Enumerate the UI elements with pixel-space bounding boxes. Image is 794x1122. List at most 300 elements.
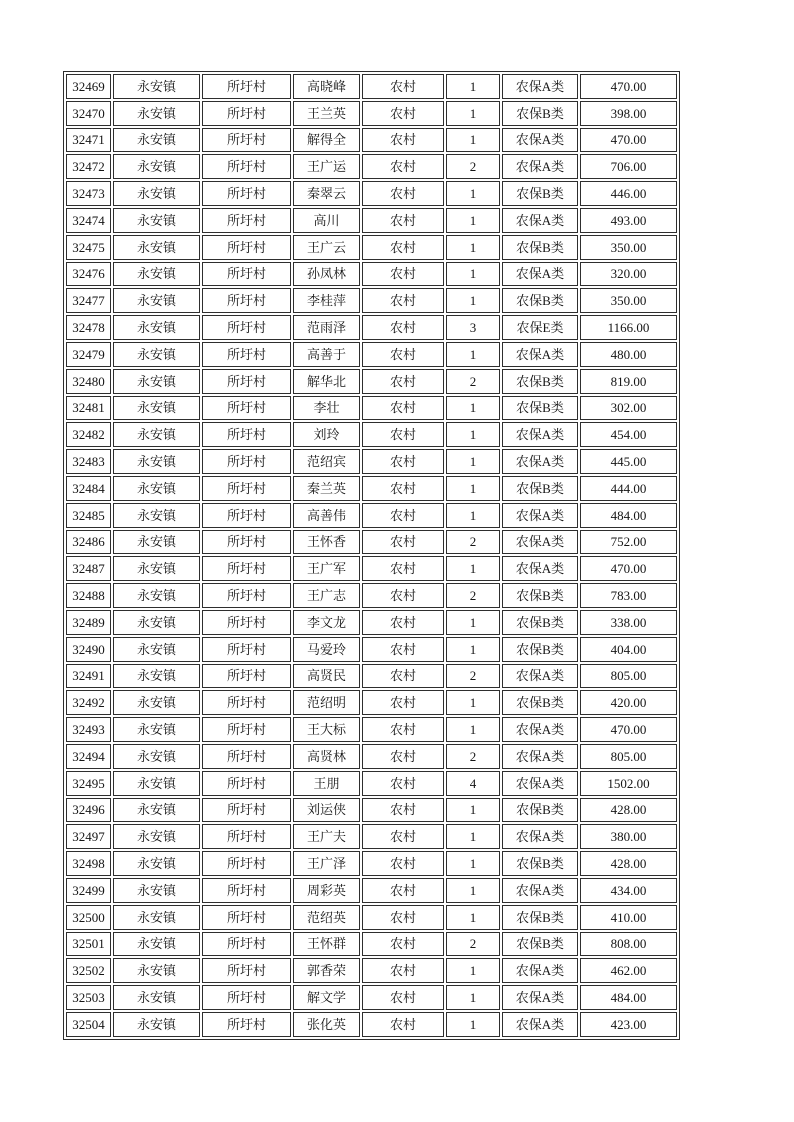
cell-amount: 320.00 <box>580 262 677 287</box>
table-row <box>66 315 677 340</box>
cell-village: 所圩村 <box>202 583 291 608</box>
cell-person-count: 1 <box>446 342 500 367</box>
cell-person-count: 1 <box>446 288 500 313</box>
table-row <box>66 878 677 903</box>
cell-town: 永安镇 <box>113 315 200 340</box>
cell-serial: 32482 <box>66 422 111 447</box>
cell-serial: 32497 <box>66 824 111 849</box>
cell-person-name: 王广志 <box>293 583 360 608</box>
cell-person-count: 2 <box>446 664 500 689</box>
cell-person-count: 1 <box>446 74 500 99</box>
cell-insurance-category: 农保A类 <box>502 958 578 983</box>
cell-amount: 706.00 <box>580 154 677 179</box>
cell-serial: 32494 <box>66 744 111 769</box>
table-row <box>66 690 677 715</box>
cell-serial: 32499 <box>66 878 111 903</box>
cell-insurance-category: 农保A类 <box>502 74 578 99</box>
table-row <box>66 181 677 206</box>
cell-person-name: 李文龙 <box>293 610 360 635</box>
cell-person-name: 刘玲 <box>293 422 360 447</box>
cell-amount: 805.00 <box>580 744 677 769</box>
cell-amount: 404.00 <box>580 637 677 662</box>
cell-residence-type: 农村 <box>362 932 444 957</box>
cell-amount: 470.00 <box>580 556 677 581</box>
cell-person-count: 2 <box>446 154 500 179</box>
table-row <box>66 583 677 608</box>
cell-person-name: 高晓峰 <box>293 74 360 99</box>
cell-person-name: 王朋 <box>293 771 360 796</box>
cell-person-name: 范绍明 <box>293 690 360 715</box>
cell-serial: 32500 <box>66 905 111 930</box>
cell-person-name: 高善于 <box>293 342 360 367</box>
cell-village: 所圩村 <box>202 717 291 742</box>
table-row <box>66 288 677 313</box>
cell-town: 永安镇 <box>113 744 200 769</box>
cell-town: 永安镇 <box>113 556 200 581</box>
cell-village: 所圩村 <box>202 530 291 555</box>
cell-residence-type: 农村 <box>362 610 444 635</box>
table-row <box>66 905 677 930</box>
cell-person-count: 1 <box>446 717 500 742</box>
cell-residence-type: 农村 <box>362 369 444 394</box>
cell-town: 永安镇 <box>113 128 200 153</box>
cell-insurance-category: 农保A类 <box>502 530 578 555</box>
cell-village: 所圩村 <box>202 1012 291 1037</box>
table-row <box>66 771 677 796</box>
cell-amount: 493.00 <box>580 208 677 233</box>
cell-town: 永安镇 <box>113 878 200 903</box>
cell-person-count: 1 <box>446 637 500 662</box>
cell-person-count: 1 <box>446 798 500 823</box>
cell-amount: 808.00 <box>580 932 677 957</box>
cell-person-count: 1 <box>446 958 500 983</box>
cell-amount: 1502.00 <box>580 771 677 796</box>
table-row <box>66 128 677 153</box>
cell-residence-type: 农村 <box>362 664 444 689</box>
cell-residence-type: 农村 <box>362 128 444 153</box>
cell-person-count: 1 <box>446 396 500 421</box>
cell-town: 永安镇 <box>113 530 200 555</box>
cell-residence-type: 农村 <box>362 771 444 796</box>
cell-insurance-category: 农保A类 <box>502 503 578 528</box>
cell-insurance-category: 农保B类 <box>502 288 578 313</box>
cell-serial: 32493 <box>66 717 111 742</box>
cell-town: 永安镇 <box>113 208 200 233</box>
cell-serial: 32498 <box>66 851 111 876</box>
cell-residence-type: 农村 <box>362 74 444 99</box>
cell-village: 所圩村 <box>202 905 291 930</box>
cell-person-name: 刘运侠 <box>293 798 360 823</box>
cell-person-count: 1 <box>446 824 500 849</box>
cell-person-name: 高川 <box>293 208 360 233</box>
cell-residence-type: 农村 <box>362 422 444 447</box>
cell-residence-type: 农村 <box>362 396 444 421</box>
cell-residence-type: 农村 <box>362 637 444 662</box>
cell-person-name: 王兰英 <box>293 101 360 126</box>
cell-person-count: 1 <box>446 422 500 447</box>
cell-insurance-category: 农保A类 <box>502 1012 578 1037</box>
cell-town: 永安镇 <box>113 905 200 930</box>
cell-town: 永安镇 <box>113 288 200 313</box>
cell-residence-type: 农村 <box>362 476 444 501</box>
cell-amount: 428.00 <box>580 851 677 876</box>
cell-insurance-category: 农保B类 <box>502 932 578 957</box>
cell-village: 所圩村 <box>202 878 291 903</box>
cell-village: 所圩村 <box>202 637 291 662</box>
cell-serial: 32487 <box>66 556 111 581</box>
cell-amount: 470.00 <box>580 128 677 153</box>
cell-insurance-category: 农保A类 <box>502 208 578 233</box>
cell-amount: 444.00 <box>580 476 677 501</box>
cell-amount: 423.00 <box>580 1012 677 1037</box>
cell-serial: 32491 <box>66 664 111 689</box>
cell-residence-type: 农村 <box>362 717 444 742</box>
cell-insurance-category: 农保B类 <box>502 690 578 715</box>
table-row <box>66 610 677 635</box>
cell-insurance-category: 农保B类 <box>502 101 578 126</box>
cell-serial: 32495 <box>66 771 111 796</box>
cell-serial: 32476 <box>66 262 111 287</box>
cell-village: 所圩村 <box>202 288 291 313</box>
cell-amount: 805.00 <box>580 664 677 689</box>
cell-person-name: 范绍英 <box>293 905 360 930</box>
cell-insurance-category: 农保A类 <box>502 342 578 367</box>
table-row <box>66 932 677 957</box>
cell-residence-type: 农村 <box>362 958 444 983</box>
cell-village: 所圩村 <box>202 985 291 1010</box>
cell-serial: 32490 <box>66 637 111 662</box>
cell-person-name: 秦翠云 <box>293 181 360 206</box>
cell-amount: 434.00 <box>580 878 677 903</box>
cell-person-name: 孙凤林 <box>293 262 360 287</box>
cell-town: 永安镇 <box>113 771 200 796</box>
cell-person-count: 1 <box>446 851 500 876</box>
cell-town: 永安镇 <box>113 262 200 287</box>
cell-insurance-category: 农保B类 <box>502 798 578 823</box>
cell-village: 所圩村 <box>202 101 291 126</box>
table-row <box>66 530 677 555</box>
cell-village: 所圩村 <box>202 208 291 233</box>
cell-person-name: 王广夫 <box>293 824 360 849</box>
cell-amount: 398.00 <box>580 101 677 126</box>
cell-town: 永安镇 <box>113 690 200 715</box>
cell-serial: 32496 <box>66 798 111 823</box>
cell-person-name: 范绍宾 <box>293 449 360 474</box>
cell-residence-type: 农村 <box>362 878 444 903</box>
table-row <box>66 503 677 528</box>
cell-village: 所圩村 <box>202 262 291 287</box>
cell-insurance-category: 农保B类 <box>502 583 578 608</box>
cell-insurance-category: 农保A类 <box>502 128 578 153</box>
table-row <box>66 744 677 769</box>
cell-village: 所圩村 <box>202 503 291 528</box>
cell-serial: 32504 <box>66 1012 111 1037</box>
cell-village: 所圩村 <box>202 74 291 99</box>
cell-person-name: 秦兰英 <box>293 476 360 501</box>
table-row <box>66 154 677 179</box>
cell-village: 所圩村 <box>202 342 291 367</box>
cell-person-name: 郭香荣 <box>293 958 360 983</box>
cell-amount: 445.00 <box>580 449 677 474</box>
table-row <box>66 958 677 983</box>
cell-residence-type: 农村 <box>362 262 444 287</box>
cell-residence-type: 农村 <box>362 154 444 179</box>
cell-village: 所圩村 <box>202 181 291 206</box>
cell-amount: 338.00 <box>580 610 677 635</box>
cell-person-name: 李壮 <box>293 396 360 421</box>
cell-serial: 32489 <box>66 610 111 635</box>
table-row <box>66 985 677 1010</box>
table-row <box>66 556 677 581</box>
table-row <box>66 1012 677 1037</box>
cell-serial: 32501 <box>66 932 111 957</box>
table-row <box>66 717 677 742</box>
cell-person-name: 高贤林 <box>293 744 360 769</box>
cell-insurance-category: 农保B类 <box>502 369 578 394</box>
cell-person-name: 王大标 <box>293 717 360 742</box>
pension-roster-table <box>63 71 680 1040</box>
cell-person-name: 王广云 <box>293 235 360 260</box>
cell-serial: 32473 <box>66 181 111 206</box>
cell-insurance-category: 农保A类 <box>502 449 578 474</box>
cell-person-count: 1 <box>446 235 500 260</box>
cell-village: 所圩村 <box>202 958 291 983</box>
cell-amount: 350.00 <box>580 235 677 260</box>
cell-serial: 32503 <box>66 985 111 1010</box>
cell-insurance-category: 农保B类 <box>502 235 578 260</box>
cell-amount: 819.00 <box>580 369 677 394</box>
table-row <box>66 449 677 474</box>
cell-village: 所圩村 <box>202 369 291 394</box>
cell-person-count: 2 <box>446 369 500 394</box>
cell-person-name: 解华北 <box>293 369 360 394</box>
cell-person-name: 王怀香 <box>293 530 360 555</box>
cell-person-count: 3 <box>446 315 500 340</box>
cell-person-count: 1 <box>446 878 500 903</box>
cell-person-count: 1 <box>446 503 500 528</box>
cell-person-count: 2 <box>446 583 500 608</box>
cell-town: 永安镇 <box>113 342 200 367</box>
cell-insurance-category: 农保B类 <box>502 476 578 501</box>
cell-residence-type: 农村 <box>362 288 444 313</box>
cell-serial: 32472 <box>66 154 111 179</box>
cell-town: 永安镇 <box>113 74 200 99</box>
cell-serial: 32485 <box>66 503 111 528</box>
table-row <box>66 101 677 126</box>
cell-village: 所圩村 <box>202 422 291 447</box>
cell-town: 永安镇 <box>113 664 200 689</box>
table-row <box>66 208 677 233</box>
cell-amount: 484.00 <box>580 503 677 528</box>
cell-residence-type: 农村 <box>362 690 444 715</box>
cell-amount: 428.00 <box>580 798 677 823</box>
cell-residence-type: 农村 <box>362 851 444 876</box>
cell-person-name: 高贤民 <box>293 664 360 689</box>
table-row <box>66 369 677 394</box>
table-row <box>66 235 677 260</box>
cell-person-count: 1 <box>446 262 500 287</box>
cell-serial: 32481 <box>66 396 111 421</box>
cell-residence-type: 农村 <box>362 235 444 260</box>
cell-insurance-category: 农保B类 <box>502 851 578 876</box>
cell-person-count: 1 <box>446 208 500 233</box>
cell-insurance-category: 农保A类 <box>502 717 578 742</box>
cell-person-count: 1 <box>446 128 500 153</box>
cell-amount: 480.00 <box>580 342 677 367</box>
cell-residence-type: 农村 <box>362 985 444 1010</box>
cell-town: 永安镇 <box>113 851 200 876</box>
cell-town: 永安镇 <box>113 449 200 474</box>
cell-person-name: 解得全 <box>293 128 360 153</box>
cell-village: 所圩村 <box>202 449 291 474</box>
cell-insurance-category: 农保A类 <box>502 744 578 769</box>
cell-residence-type: 农村 <box>362 315 444 340</box>
cell-insurance-category: 农保E类 <box>502 315 578 340</box>
cell-village: 所圩村 <box>202 235 291 260</box>
cell-person-count: 1 <box>446 1012 500 1037</box>
cell-amount: 446.00 <box>580 181 677 206</box>
cell-insurance-category: 农保A类 <box>502 878 578 903</box>
cell-town: 永安镇 <box>113 101 200 126</box>
cell-person-count: 1 <box>446 985 500 1010</box>
cell-insurance-category: 农保B类 <box>502 610 578 635</box>
cell-insurance-category: 农保A类 <box>502 154 578 179</box>
cell-person-count: 1 <box>446 449 500 474</box>
cell-town: 永安镇 <box>113 958 200 983</box>
table-row <box>66 396 677 421</box>
cell-village: 所圩村 <box>202 690 291 715</box>
cell-serial: 32475 <box>66 235 111 260</box>
cell-person-name: 马爱玲 <box>293 637 360 662</box>
cell-town: 永安镇 <box>113 235 200 260</box>
cell-town: 永安镇 <box>113 476 200 501</box>
cell-person-name: 王怀群 <box>293 932 360 957</box>
cell-amount: 470.00 <box>580 717 677 742</box>
cell-village: 所圩村 <box>202 396 291 421</box>
cell-amount: 410.00 <box>580 905 677 930</box>
cell-town: 永安镇 <box>113 717 200 742</box>
cell-town: 永安镇 <box>113 610 200 635</box>
cell-amount: 380.00 <box>580 824 677 849</box>
cell-village: 所圩村 <box>202 851 291 876</box>
cell-serial: 32474 <box>66 208 111 233</box>
table-row <box>66 798 677 823</box>
cell-amount: 350.00 <box>580 288 677 313</box>
cell-insurance-category: 农保B类 <box>502 181 578 206</box>
cell-village: 所圩村 <box>202 798 291 823</box>
cell-town: 永安镇 <box>113 396 200 421</box>
cell-town: 永安镇 <box>113 798 200 823</box>
cell-town: 永安镇 <box>113 154 200 179</box>
cell-village: 所圩村 <box>202 315 291 340</box>
cell-village: 所圩村 <box>202 476 291 501</box>
cell-residence-type: 农村 <box>362 208 444 233</box>
cell-insurance-category: 农保A类 <box>502 262 578 287</box>
cell-town: 永安镇 <box>113 824 200 849</box>
cell-town: 永安镇 <box>113 583 200 608</box>
cell-person-count: 1 <box>446 101 500 126</box>
cell-residence-type: 农村 <box>362 449 444 474</box>
table-row <box>66 476 677 501</box>
table-row <box>66 824 677 849</box>
cell-residence-type: 农村 <box>362 905 444 930</box>
cell-person-name: 周彩英 <box>293 878 360 903</box>
cell-village: 所圩村 <box>202 932 291 957</box>
cell-serial: 32478 <box>66 315 111 340</box>
cell-person-name: 李桂萍 <box>293 288 360 313</box>
cell-insurance-category: 农保A类 <box>502 556 578 581</box>
cell-town: 永安镇 <box>113 369 200 394</box>
cell-person-name: 解文学 <box>293 985 360 1010</box>
cell-residence-type: 农村 <box>362 503 444 528</box>
cell-serial: 32486 <box>66 530 111 555</box>
cell-person-count: 1 <box>446 476 500 501</box>
cell-serial: 32479 <box>66 342 111 367</box>
cell-person-count: 1 <box>446 905 500 930</box>
cell-person-count: 2 <box>446 932 500 957</box>
cell-village: 所圩村 <box>202 154 291 179</box>
cell-residence-type: 农村 <box>362 1012 444 1037</box>
cell-person-count: 1 <box>446 690 500 715</box>
cell-residence-type: 农村 <box>362 556 444 581</box>
cell-insurance-category: 农保A类 <box>502 664 578 689</box>
cell-person-name: 张化英 <box>293 1012 360 1037</box>
cell-person-count: 1 <box>446 181 500 206</box>
cell-person-name: 范雨泽 <box>293 315 360 340</box>
cell-person-count: 1 <box>446 556 500 581</box>
cell-insurance-category: 农保B类 <box>502 637 578 662</box>
cell-town: 永安镇 <box>113 422 200 447</box>
cell-serial: 32477 <box>66 288 111 313</box>
cell-insurance-category: 农保A类 <box>502 985 578 1010</box>
cell-person-name: 高善伟 <box>293 503 360 528</box>
cell-town: 永安镇 <box>113 985 200 1010</box>
cell-amount: 1166.00 <box>580 315 677 340</box>
cell-residence-type: 农村 <box>362 583 444 608</box>
cell-town: 永安镇 <box>113 932 200 957</box>
table-row <box>66 851 677 876</box>
cell-serial: 32480 <box>66 369 111 394</box>
cell-residence-type: 农村 <box>362 824 444 849</box>
cell-person-count: 2 <box>446 530 500 555</box>
table-row <box>66 74 677 99</box>
cell-person-count: 4 <box>446 771 500 796</box>
cell-insurance-category: 农保A类 <box>502 422 578 447</box>
cell-serial: 32502 <box>66 958 111 983</box>
cell-village: 所圩村 <box>202 771 291 796</box>
cell-amount: 484.00 <box>580 985 677 1010</box>
cell-village: 所圩村 <box>202 664 291 689</box>
cell-town: 永安镇 <box>113 1012 200 1037</box>
cell-residence-type: 农村 <box>362 530 444 555</box>
cell-residence-type: 农村 <box>362 342 444 367</box>
cell-person-count: 2 <box>446 744 500 769</box>
cell-residence-type: 农村 <box>362 744 444 769</box>
cell-person-name: 王广运 <box>293 154 360 179</box>
cell-town: 永安镇 <box>113 637 200 662</box>
cell-village: 所圩村 <box>202 128 291 153</box>
cell-insurance-category: 农保A类 <box>502 771 578 796</box>
cell-amount: 302.00 <box>580 396 677 421</box>
cell-amount: 752.00 <box>580 530 677 555</box>
cell-town: 永安镇 <box>113 503 200 528</box>
cell-serial: 32483 <box>66 449 111 474</box>
cell-residence-type: 农村 <box>362 181 444 206</box>
cell-village: 所圩村 <box>202 824 291 849</box>
cell-amount: 420.00 <box>580 690 677 715</box>
cell-amount: 470.00 <box>580 74 677 99</box>
cell-amount: 462.00 <box>580 958 677 983</box>
